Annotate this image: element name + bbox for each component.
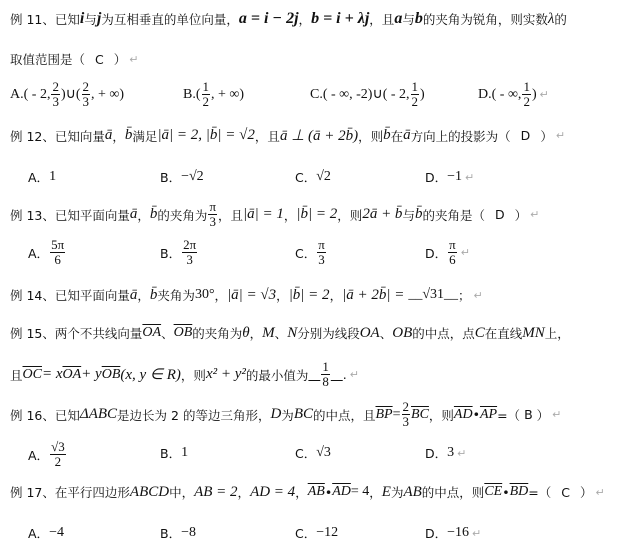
return-mark-icon: ↵ (349, 368, 359, 381)
q17-option-d (425, 524, 481, 542)
math: |b̄| = 2 (296, 206, 338, 222)
denominator: 8 (322, 374, 329, 389)
text: 与 (402, 207, 415, 223)
text: ） (540, 128, 553, 144)
math: C (474, 324, 485, 341)
fraction (317, 238, 326, 267)
text: 的中点，且 (312, 407, 376, 423)
return-mark-icon: ↵ (465, 170, 475, 184)
text: ； (458, 288, 471, 303)
return-mark-icon: ↵ (555, 129, 566, 142)
option-value: 3 (447, 445, 455, 460)
q12-option-d (425, 168, 474, 186)
math: b̄ (124, 127, 133, 143)
numerator: 2 (52, 79, 59, 94)
text: ， (237, 485, 251, 500)
text: 为互相垂直的单位向量， (101, 12, 239, 27)
text: , + ∞) (91, 86, 125, 102)
q12-label: 例 12、 (10, 128, 55, 144)
numerator: 1 (202, 79, 210, 94)
text: ，且 (218, 207, 244, 223)
q13-line (10, 200, 539, 229)
option-value: −8 (181, 525, 196, 540)
return-mark-icon: ↵ (530, 208, 540, 221)
option-label: A． (28, 447, 50, 463)
text: ， (295, 485, 308, 500)
q12-option-a (28, 168, 56, 186)
text: 已知向量 (54, 128, 105, 144)
text: ( - ∞, -2)∪( - 2, (322, 87, 410, 102)
math: b (414, 10, 423, 27)
q11-answer: C (95, 51, 104, 67)
text: ，且 (369, 12, 395, 27)
option-value: −16 (447, 525, 470, 540)
q12-option-c (295, 168, 331, 186)
fraction (411, 80, 420, 109)
math: AB (403, 483, 422, 500)
math: ΔABC (79, 406, 118, 422)
math: b̄ (383, 127, 391, 143)
q16-option-a (28, 440, 67, 469)
numerator: 1 (322, 359, 329, 374)
text: 、 (161, 326, 174, 341)
text: 的 (554, 12, 567, 27)
option-value: −1 (447, 169, 463, 184)
math: ā (403, 127, 411, 143)
fraction (522, 80, 531, 109)
text: 为 (281, 407, 294, 423)
option-value: 1 (181, 445, 189, 460)
text: 的夹角为 (157, 207, 208, 223)
numerator: π (209, 199, 217, 214)
q16-option-c (295, 444, 331, 462)
vector: $\overline{OB}$ (101, 366, 121, 382)
text: 的最小值为 (245, 367, 309, 383)
vector: $\overline{AB}$ (307, 484, 325, 499)
option-label: D． (425, 170, 448, 185)
text: ， (329, 288, 343, 303)
math: M (262, 324, 275, 341)
text: ， (276, 288, 289, 303)
q16-option-d (425, 444, 466, 462)
return-mark-icon: ↵ (460, 246, 470, 259)
fraction (402, 400, 411, 429)
q13-option-d (425, 238, 470, 267)
text: ，则 (428, 407, 454, 423)
math: = (392, 406, 401, 422)
text: ， (369, 485, 382, 500)
text: ，则 (180, 367, 206, 383)
vector: $\overline{OB}$ (173, 325, 193, 340)
numerator: √3 (51, 439, 65, 454)
math: |b̄| = 2 (288, 286, 330, 303)
text: ， (283, 207, 297, 223)
denominator: 6 (449, 252, 456, 267)
math: i (79, 10, 85, 27)
vector: $\overline{BD}$ (509, 484, 529, 499)
math: = 4 (350, 484, 370, 499)
math: ā (129, 286, 138, 303)
denominator: 2 (523, 94, 530, 109)
math: D (270, 406, 282, 422)
math: ā (129, 206, 138, 222)
numerator: 2 (402, 399, 410, 414)
fraction (50, 238, 65, 267)
q16-label: 例 16、 (10, 407, 55, 423)
math: = x (41, 366, 63, 382)
math: ABCD (129, 483, 170, 500)
math: b̄ (149, 286, 158, 303)
denominator: 2 (411, 94, 419, 109)
math: j (96, 10, 102, 27)
q11-option-c (310, 80, 425, 109)
text: ， (249, 326, 263, 341)
text: ) (420, 86, 425, 102)
option-value: 1 (49, 169, 57, 184)
math: OB (392, 324, 413, 341)
option-value: √3 (316, 445, 331, 460)
text: ） (113, 52, 127, 67)
option-label: A． (28, 245, 50, 261)
numerator: 5π (51, 237, 65, 252)
text: ， (298, 12, 312, 27)
text: 的夹角为 (192, 326, 243, 341)
q13-label: 例 13、 (10, 207, 55, 223)
text: 与 (402, 12, 415, 27)
vector: $\overline{OC}$ (22, 366, 42, 382)
math: b̄ (414, 206, 423, 222)
math: 30° (194, 287, 215, 302)
fraction (208, 200, 217, 229)
fraction (182, 238, 197, 267)
vector: $\overline{BC}$ (411, 406, 429, 422)
option-label: D. (478, 86, 492, 102)
text: 是边长为 2 的等边三角形， (117, 407, 271, 423)
q14-label: 例 14、 (10, 288, 55, 303)
q14-line (10, 286, 483, 304)
text: =（ (497, 407, 521, 423)
vector: $\overline{AD}$ (453, 406, 473, 422)
text: 方向上的投影为（ (410, 128, 511, 144)
option-label: B. (183, 86, 196, 102)
text: . (342, 367, 347, 382)
q12-option-b (160, 168, 204, 186)
option-value: −√2 (181, 169, 204, 184)
return-mark-icon: ↵ (472, 526, 482, 540)
option-label: A． (28, 526, 50, 541)
text: 已知平面向量 (54, 288, 130, 303)
option-label: C. (310, 86, 323, 102)
text: ） (579, 485, 593, 500)
q11-option-d (478, 80, 549, 109)
q16-option-b (160, 444, 188, 462)
q11-label: 例 11、 (10, 12, 55, 27)
denominator: 3 (82, 94, 90, 109)
q15-line2 (10, 360, 359, 389)
option-label: A． (28, 170, 50, 185)
option-label: C． (295, 526, 317, 541)
option-label: A. (10, 86, 24, 102)
q17-label: 例 17、 (10, 485, 55, 500)
return-mark-icon: ↵ (473, 288, 483, 302)
text: ( (195, 86, 201, 102)
text: ， (137, 288, 150, 303)
text: 的中点，则 (421, 485, 485, 500)
q11-option-a (10, 80, 124, 109)
math: λ (547, 10, 555, 27)
text: 在平行四边形 (54, 485, 130, 500)
return-mark-icon: ↵ (595, 485, 605, 499)
q15-label: 例 15、 (10, 326, 55, 341)
text: 已知 (54, 12, 80, 27)
q13-option-b (160, 238, 198, 267)
math: a (394, 10, 403, 27)
text: ， (112, 128, 125, 144)
q17-option-b (160, 524, 196, 542)
q11-line1 (10, 10, 567, 28)
option-label: C． (295, 446, 317, 461)
text: 上， (544, 326, 570, 341)
math: b = i + λj (311, 10, 370, 27)
q17-line (10, 483, 605, 501)
option-label: B． (160, 526, 182, 541)
numerator: 1 (411, 79, 419, 94)
q11-line2 (10, 50, 138, 68)
text: 在 (390, 128, 404, 144)
math: BC (293, 406, 313, 422)
option-value: −4 (49, 525, 64, 540)
math: |ā| = 1 (243, 206, 284, 222)
option-label: D． (425, 245, 448, 261)
fraction (448, 238, 457, 267)
text: =（ (528, 485, 552, 500)
text: 的中点，点 (412, 326, 475, 341)
return-mark-icon: ↵ (129, 52, 139, 66)
math: |ā| = 2, |b̄| = √2 (157, 127, 255, 143)
text: 的夹角是（ (422, 207, 485, 223)
option-value: −12 (316, 525, 339, 540)
numerator: 2 (82, 79, 90, 94)
q16-line (10, 400, 561, 429)
q13-option-a (28, 238, 66, 267)
q11-option-b (183, 80, 244, 109)
math: |ā + 2b̄| = (342, 286, 405, 303)
text: 取值范围是（ (10, 52, 86, 67)
vector: $\overline{CE}$ (484, 484, 503, 499)
denominator: 3 (186, 252, 193, 267)
text: 在直线 (484, 326, 523, 341)
text: 且 (10, 367, 23, 383)
option-label: D． (425, 526, 448, 541)
numerator: 1 (523, 79, 530, 94)
q17-option-a (28, 524, 64, 542)
fraction (202, 80, 211, 109)
text: , + ∞) (211, 86, 245, 102)
text: ) (531, 86, 537, 102)
denominator: 2 (54, 454, 62, 469)
text: 、 (274, 326, 288, 341)
math: N (287, 324, 298, 341)
q15-answer (321, 360, 330, 389)
option-label: C． (295, 170, 317, 185)
fraction (50, 440, 66, 469)
vector: $\overline{OA}$ (142, 325, 162, 340)
math: 2ā + b̄ (362, 206, 403, 222)
q17-option-c (295, 524, 338, 542)
math: MN (522, 324, 545, 341)
math: θ (242, 324, 250, 341)
option-label: B． (160, 245, 182, 261)
text: ） (514, 207, 528, 223)
text: ， (137, 207, 150, 223)
math: a = i − 2j (238, 10, 299, 27)
denominator: 3 (52, 94, 59, 109)
text: ，则 (358, 128, 384, 144)
math: b̄ (149, 206, 158, 222)
math: AB = 2 (194, 483, 238, 500)
text: 的夹角为锐角，则实数 (422, 12, 548, 27)
q13-answer: D (494, 207, 505, 222)
option-label: B． (160, 446, 182, 461)
option-value: √2 (316, 169, 331, 184)
text: ( - 2, (23, 86, 51, 102)
numerator: π (318, 237, 325, 252)
math: OA (359, 324, 380, 341)
text: )∪( (60, 87, 81, 102)
math: + y (81, 366, 102, 382)
math: (x, y ∈ R) (120, 367, 181, 383)
q16-answer: B (524, 407, 533, 422)
vector: $\overline{OA}$ (62, 366, 82, 382)
math: AD = 4 (250, 483, 296, 500)
option-label: B． (160, 170, 182, 185)
fraction (82, 80, 91, 109)
denominator: 3 (209, 214, 216, 229)
text: 中， (169, 485, 195, 500)
text: 为 (390, 485, 404, 500)
vector: $\overline{AD}$ (332, 484, 351, 499)
numerator: π (449, 237, 456, 252)
math: E (381, 483, 391, 500)
fraction (51, 80, 60, 109)
text: 已知 (54, 407, 80, 423)
text: 、 (379, 326, 393, 341)
text: ( - ∞, (491, 86, 522, 102)
math: x² + y² (205, 366, 246, 382)
denominator: 3 (402, 414, 410, 429)
q12-line (10, 126, 565, 145)
q14-answer: __√31__ (408, 287, 459, 302)
text: ，则 (337, 207, 363, 223)
q13-option-c (295, 238, 327, 267)
denominator: 3 (318, 252, 325, 267)
text: ） (536, 407, 550, 423)
text: 两个不共线向量 (54, 326, 143, 341)
math: ā ⊥ (ā + 2b̄) (279, 128, 359, 144)
vector: $\overline{AP}$ (479, 406, 498, 422)
q15-line1 (10, 324, 570, 342)
math: • (324, 484, 333, 500)
math: • (502, 484, 510, 500)
math: • (472, 407, 480, 422)
text: 分别为线段 (297, 326, 360, 341)
text: 与 (84, 12, 97, 27)
text: 满足 (132, 128, 158, 144)
return-mark-icon: ↵ (457, 446, 467, 460)
math: |ā| = √3 (227, 286, 277, 303)
vector: $\overline{BP}$ (375, 406, 393, 422)
text: 夹角为 (157, 288, 195, 303)
return-mark-icon: ↵ (552, 408, 562, 421)
text: ，且 (254, 128, 280, 144)
option-label: C． (295, 245, 317, 261)
option-label: D． (425, 446, 448, 461)
numerator: 2π (183, 237, 197, 252)
q12-answer: D (520, 128, 531, 143)
math: ā (104, 127, 113, 143)
text: 已知平面向量 (54, 207, 130, 223)
q17-answer: C (561, 484, 570, 500)
text: ， (214, 288, 228, 303)
denominator: 6 (54, 252, 61, 267)
denominator: 2 (202, 94, 210, 109)
return-mark-icon: ↵ (539, 89, 549, 101)
